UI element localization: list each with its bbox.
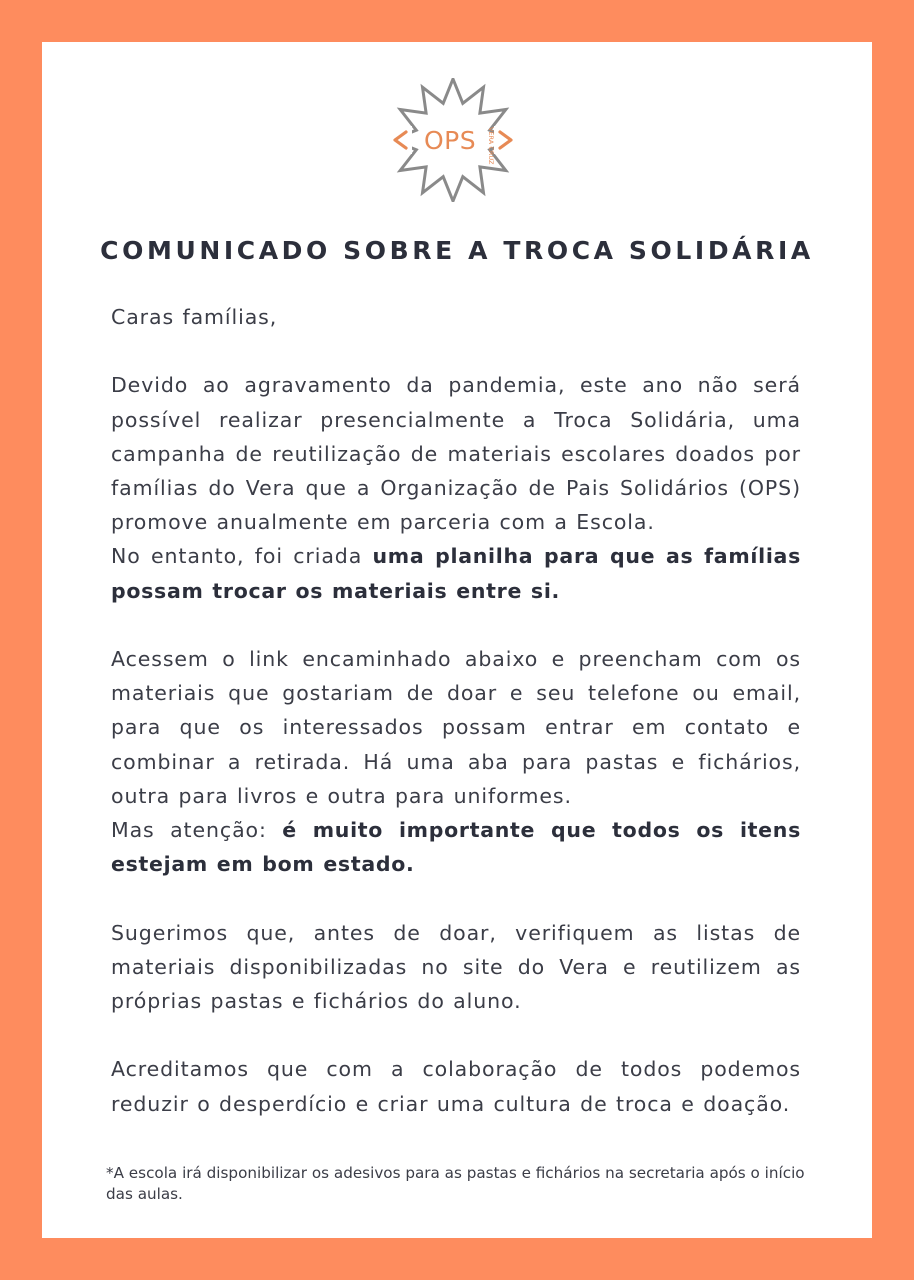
paragraph-5: Sugerimos que, antes de doar, verifiquem as listas de materiais disponibilizadas no site do Vera e reutilizem as próprias pastas e fichários do aluno. <box>111 920 801 1014</box>
letter-body <box>111 300 801 1121</box>
page-title: COMUNICADO SOBRE A TROCA SOLIDÁRIA <box>100 236 814 265</box>
logo-side-text: VERA CRUZ <box>487 127 495 165</box>
paragraph-2 <box>111 539 801 607</box>
paragraph-2-text: No entanto, foi criada <box>111 544 373 569</box>
footnote: *A escola irá disponibilizar os adesivos para as pastas e fichários na secretaria após o início das aulas. <box>106 1164 805 1203</box>
paragraph-4-highlight: é muito importante que todos os itens estejam em bom estado. <box>111 818 801 877</box>
sun-logo-icon <box>392 78 514 202</box>
paragraph-4 <box>111 813 801 881</box>
paragraph-3: Acessem o link encaminhado abaixo e preencham com os materiais que gostariam de doar e seu telefone ou email, para que os interessados possam entrar em contato e combinar a retirada. Há uma aba para pastas e fichários, outra para livros e outra para uniformes. <box>111 647 801 808</box>
logo-text: OPS <box>423 126 477 155</box>
paragraph-2-highlight: uma planilha para que as famílias possam trocar os materiais entre si. <box>111 544 801 603</box>
paragraph-1: Devido ao agravamento da pandemia, este ano não será possível realizar presencialmente a Troca Solidária, uma campanha de reutilização de materiais escolares doados por famílias do Vera que a Organização de Pais Solidários (OPS) promove anualmente em parceria com a Escola. <box>111 373 801 535</box>
paragraph-6: Acreditamos que com a colaboração de todos podemos reduzir o desperdício e criar uma cultura de troca e doação. <box>111 1057 801 1116</box>
paragraph-4-text: Mas atenção: <box>111 818 283 843</box>
greeting: Caras famílias, <box>111 305 278 329</box>
